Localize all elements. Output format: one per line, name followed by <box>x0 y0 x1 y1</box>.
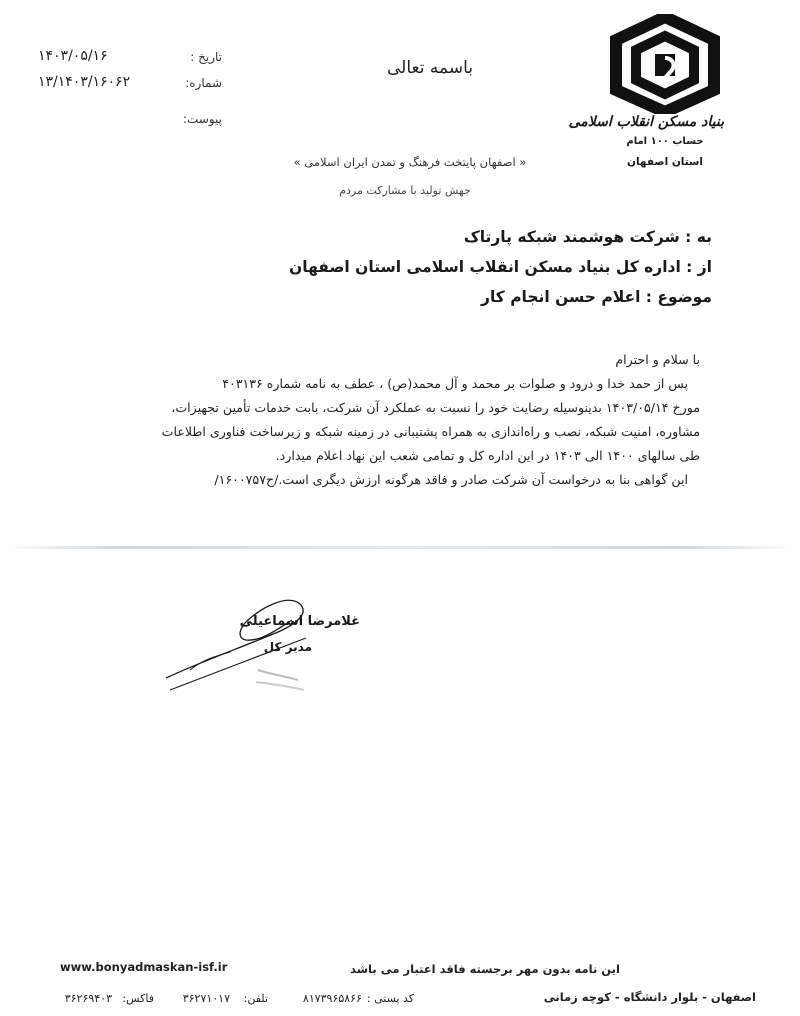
signature-block <box>160 590 360 700</box>
number-value: ۱۳/۱۴۰۳/۱۶۰۶۲ <box>38 74 131 90</box>
body-line: طی سالهای ۱۴۰۰ الی ۱۴۰۳ در این اداره کل و تمامی شعب این نهاد اعلام میدارد. <box>275 448 700 463</box>
organization-logo <box>568 14 724 176</box>
body-line: این گواهی بنا به درخواست آن شرکت صادر و فاقد هرگونه ارزش دیگری است./ح۱۶۰۰۷۵۷/ <box>214 472 688 487</box>
body-line: مورخ ۱۴۰۳/۰۵/۱۴ بدینوسیله رضایت خود را نسبت به عملکرد آن شرکت، بابت خدمات تأمین تجهیزات، <box>171 400 700 415</box>
body-line: مشاوره، امنیت شبکه، نصب و راه‌اندازی به همراه پشتیبانی در زمینه شبکه و زیرساخت فناوری اطلاعات <box>161 424 700 439</box>
logo-emblem-icon <box>606 14 724 114</box>
signatory-title: مدیر کل <box>263 640 312 654</box>
postal-value: ۸۱۷۳۹۶۵۸۶۶ <box>302 992 362 1005</box>
phone-value: ۳۶۲۷۱۰۱۷ <box>182 992 230 1005</box>
postal-label: کد پستی : <box>366 992 414 1005</box>
signatory-name: غلامرضا اسماعیلی <box>239 614 360 629</box>
fax-label: فاکس: <box>122 992 154 1005</box>
phone-label: تلفن: <box>243 992 268 1005</box>
fax-value: ۳۶۲۶۹۴۰۳ <box>64 992 112 1005</box>
date-value: ۱۴۰۳/۰۵/۱۶ <box>38 48 108 64</box>
logo-org-name: بنیاد مسکن انقلاب اسلامی <box>568 114 724 130</box>
recipient-line: به : شرکت هوشمند شبکه پارتاک <box>463 228 712 246</box>
address: اصفهان - بلوار دانشگاه - کوچه زمانی <box>543 990 756 1004</box>
logo-account: حساب ۱۰۰ امام <box>626 136 704 147</box>
greeting: با سلام و احترام <box>615 352 700 367</box>
number-label: شماره: <box>185 76 222 90</box>
letter-body <box>80 348 700 492</box>
subject-line: موضوع : اعلام حسن انجام کار <box>481 288 712 306</box>
attachment-label: پیوست: <box>182 112 222 126</box>
date-label: تاریخ : <box>190 50 222 64</box>
sender-line: از : اداره کل بنیاد مسکن انقلاب اسلامی استان اصفهان <box>289 258 712 276</box>
slogan: « اصفهان پایتخت فرهنگ و تمدن ایران اسلامی » <box>293 155 527 169</box>
body-line: پس از حمد خدا و درود و صلوات بر محمد و آل محمد(ص) ، عطف به نامه شماره ۴۰۳۱۳۶ <box>222 376 688 391</box>
motto: جهش تولید با مشارکت مردم <box>339 184 471 197</box>
website: www.bonyadmaskan-isf.ir <box>60 960 228 974</box>
logo-province: استان اصفهان <box>627 156 703 168</box>
basmala: باسمه تعالی <box>387 58 473 78</box>
scan-artifact-line <box>0 546 800 549</box>
embossed-seal-notice: این نامه بدون مهر برجسته فاقد اعتبار می باشد <box>350 962 620 976</box>
